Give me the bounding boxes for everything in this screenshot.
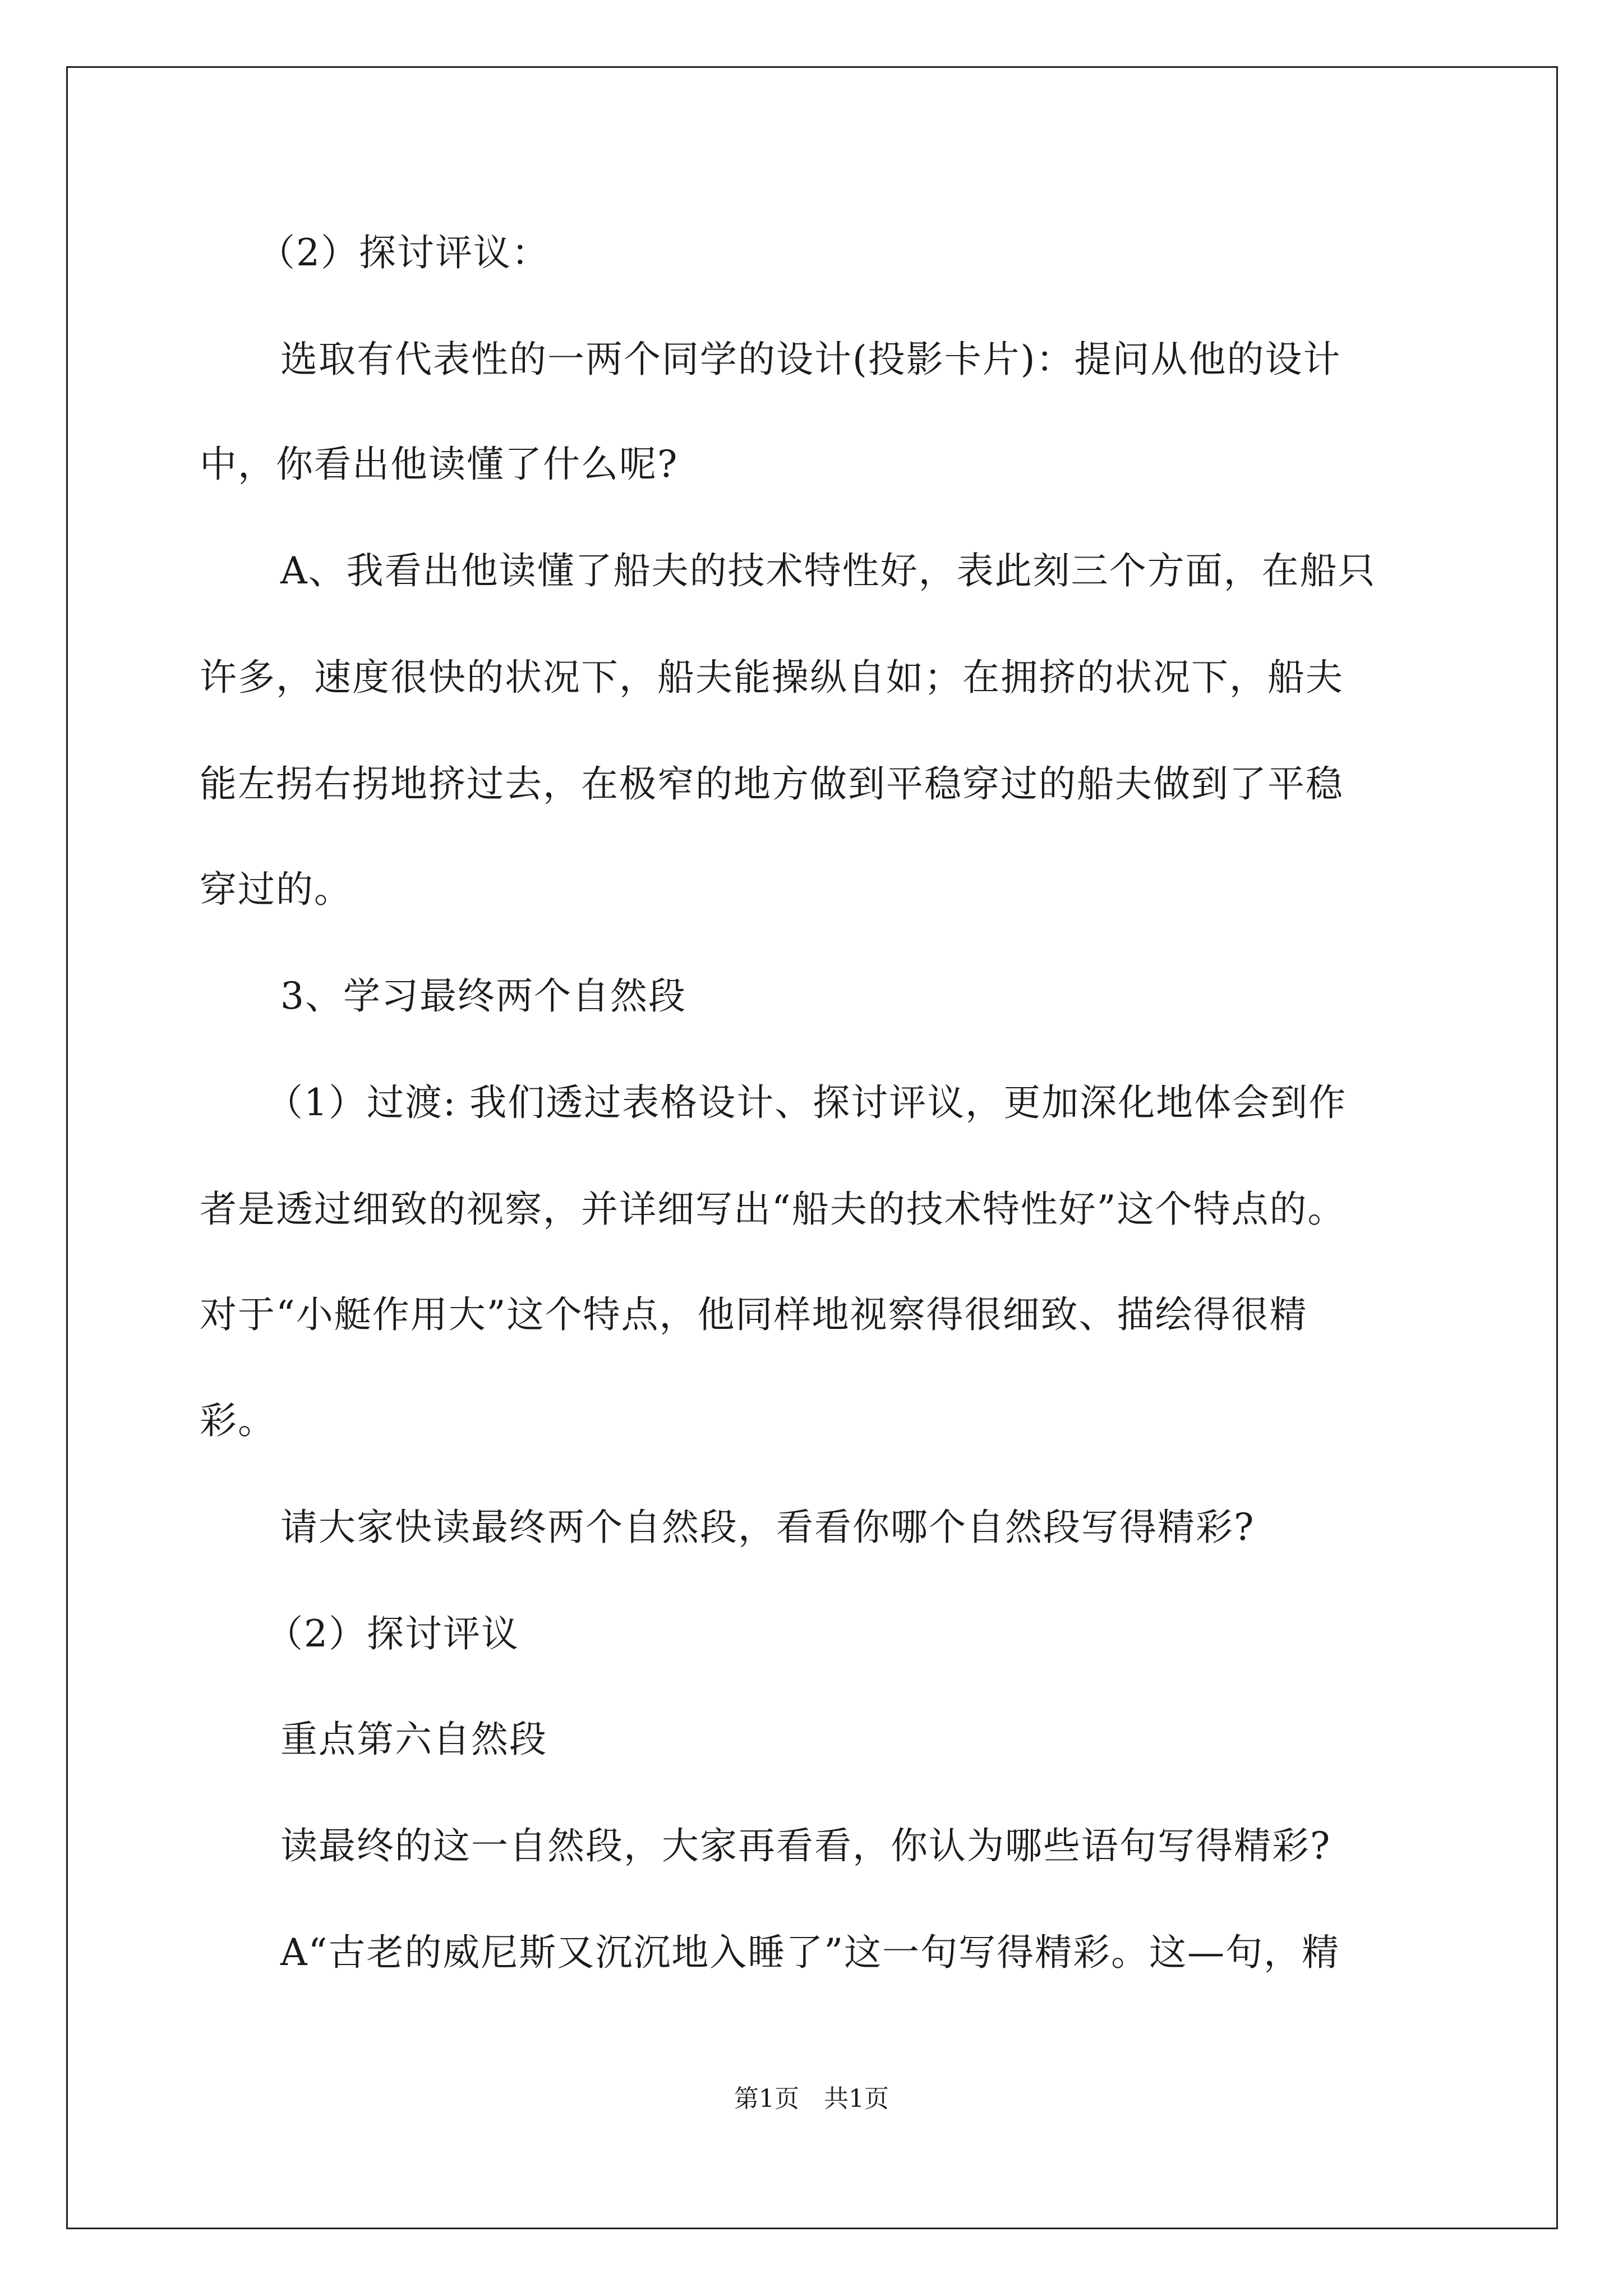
text-line: （2）探讨评议: [266, 1612, 519, 1655]
text-line: 者是透过细致的视察，并详细写出“船夫的技术特性好”这个特点的。: [200, 1188, 1346, 1231]
page-footer: 第1页 共1页: [734, 2085, 889, 2113]
page-border: [66, 66, 1558, 2229]
text-line: 请大家快读最终两个自然段，看看你哪个自然段写得精彩?: [280, 1506, 1255, 1549]
text-line: （2）探讨评议：: [258, 231, 550, 274]
text-line: 彩。: [200, 1399, 276, 1442]
text-line: 许多，速度很快的状况下，船夫能操纵自如；在拥挤的状况下，船夫: [200, 656, 1344, 699]
text-line: 选取有代表性的一两个同学的设计(投影卡片)：提问从他的设计: [280, 338, 1341, 381]
text-line: 读最终的这一自然段，大家再看看，你认为哪些语句写得精彩?: [280, 1824, 1331, 1867]
text-line: 重点第六自然段: [280, 1718, 547, 1761]
text-line: 能左拐右拐地挤过去，在极窄的地方做到平稳穿过的船夫做到了平稳: [200, 762, 1344, 806]
text-line: （1）过渡: 我们透过表格设计、探讨评议，更加深化地体会到作: [266, 1081, 1347, 1124]
text-line: 穿过的。: [200, 868, 352, 911]
text-line: 对于“小艇作用大”这个特点，他同样地视察得很细致、描绘得很精: [200, 1293, 1308, 1336]
text-line: A“古老的威尼斯又沉沉地入睡了”这一句写得精彩。这—句，精: [280, 1931, 1340, 1974]
text-line: 3、学习最终两个自然段: [280, 974, 686, 1018]
text-line: A、我看出他读懂了船夫的技术特性好，表此刻三个方面，在船只: [280, 549, 1376, 592]
text-line: 中，你看出他读懂了什么呢?: [200, 443, 679, 486]
